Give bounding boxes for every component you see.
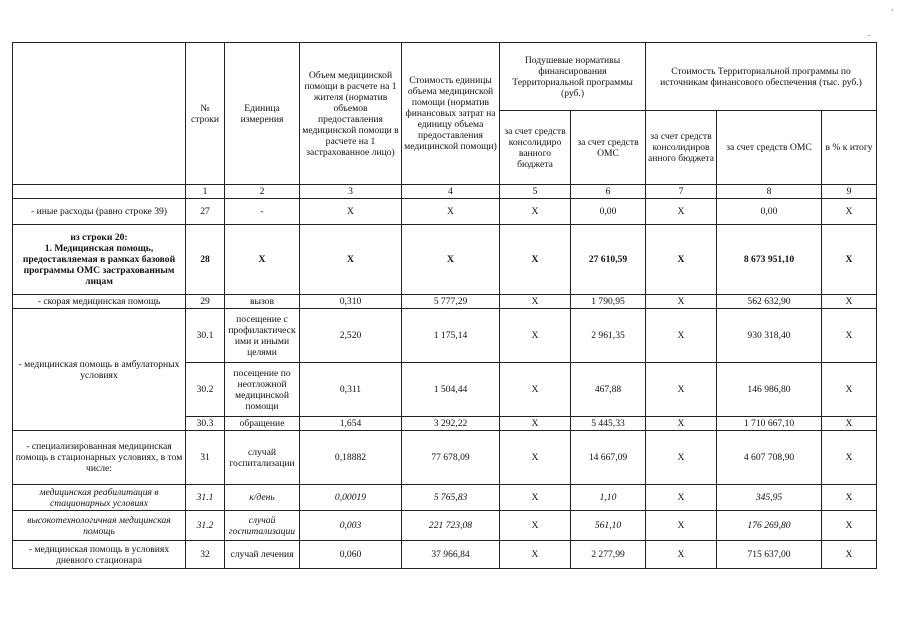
row-cost: Х xyxy=(402,199,500,225)
header-volume: Объем медицинской помощи в расчете на 1 жителя (норматив объемов предоставления медицинской помощи в расчете на 1 застрахованное лицо) xyxy=(300,43,402,185)
row-pct: Х xyxy=(822,199,877,225)
row-unit: к/день xyxy=(225,485,300,511)
col-num: 7 xyxy=(646,185,717,199)
row-unit: посещение с профилактическ ими и иными целями xyxy=(225,309,300,363)
col-num xyxy=(13,185,186,199)
row-volume: 0,310 xyxy=(300,295,402,309)
row-oms-2: 8 673 951,10 xyxy=(717,225,822,295)
row-oms-2: 930 318,40 xyxy=(717,309,822,363)
row-unit: посещение по неотложной медицинской помощи xyxy=(225,363,300,417)
header-sub-budget-2: за счет средств консолидиров анного бюджета xyxy=(646,111,717,185)
row-pct: Х xyxy=(822,309,877,363)
col-num: 6 xyxy=(571,185,646,199)
row-volume: 0,00019 xyxy=(300,485,402,511)
row-budget: Х xyxy=(500,363,571,417)
row-volume: 1,654 xyxy=(300,417,402,431)
row-budget-2: Х xyxy=(646,511,717,541)
row-volume: 0,060 xyxy=(300,541,402,569)
row-oms: 467,88 xyxy=(571,363,646,417)
header-name-cell xyxy=(13,43,186,185)
table-row xyxy=(13,541,877,569)
row-budget: Х xyxy=(500,199,571,225)
col-num: 5 xyxy=(500,185,571,199)
table-row xyxy=(13,295,877,309)
row-volume: 0,003 xyxy=(300,511,402,541)
row-oms-2: 146 986,80 xyxy=(717,363,822,417)
table-row xyxy=(13,225,877,295)
table-row xyxy=(13,199,877,225)
row-no: 28 xyxy=(186,225,225,295)
table-row xyxy=(13,431,877,485)
row-no: 30.1 xyxy=(186,309,225,363)
col-num: 1 xyxy=(186,185,225,199)
row-budget-2: Х xyxy=(646,485,717,511)
row-pct: Х xyxy=(822,541,877,569)
column-number-row xyxy=(13,185,877,199)
row-oms-2: 0,00 xyxy=(717,199,822,225)
row-budget: Х xyxy=(500,511,571,541)
row-volume: 2,520 xyxy=(300,309,402,363)
row-cost: 221 723,08 xyxy=(402,511,500,541)
header-unit: Единица измерения xyxy=(225,43,300,185)
row-no: 32 xyxy=(186,541,225,569)
col-num: 8 xyxy=(717,185,822,199)
row-pct: Х xyxy=(822,431,877,485)
row-budget-2: Х xyxy=(646,295,717,309)
row-oms: 2 277,99 xyxy=(571,541,646,569)
row-budget-2: Х xyxy=(646,417,717,431)
row-budget: Х xyxy=(500,225,571,295)
row-cost: 3 292,22 xyxy=(402,417,500,431)
row-volume: 0,18882 xyxy=(300,431,402,485)
row-budget-2: Х xyxy=(646,225,717,295)
row-oms-2: 4 607 708,90 xyxy=(717,431,822,485)
row-cost: 77 678,09 xyxy=(402,431,500,485)
row-oms-2: 562 632,90 xyxy=(717,295,822,309)
header-per-capita: Подушевые нормативы финансирования Территориальной программы (руб.) xyxy=(500,43,646,111)
row-unit: вызов xyxy=(225,295,300,309)
row-no: 31.1 xyxy=(186,485,225,511)
row-no: 30.2 xyxy=(186,363,225,417)
row-name: - специализированная медицинская помощь в стационарных условиях, в том числе: xyxy=(13,431,186,485)
col-num: 4 xyxy=(402,185,500,199)
row-oms: 1 790,95 xyxy=(571,295,646,309)
table-row xyxy=(13,309,877,363)
row-oms: 5 445,33 xyxy=(571,417,646,431)
row-budget-2: Х xyxy=(646,199,717,225)
row-budget: Х xyxy=(500,541,571,569)
row-name: медицинская реабилитация в стационарных условиях xyxy=(13,485,186,511)
row-budget: Х xyxy=(500,485,571,511)
col-num: 9 xyxy=(822,185,877,199)
row-unit: - xyxy=(225,199,300,225)
row-budget: Х xyxy=(500,295,571,309)
header-sub-oms: за счет средств ОМС xyxy=(571,111,646,185)
row-oms: 0,00 xyxy=(571,199,646,225)
header-sub-oms-2: за счет средств ОМС xyxy=(717,111,822,185)
row-pct: Х xyxy=(822,511,877,541)
row-budget-2: Х xyxy=(646,309,717,363)
row-name: высокотехнологичная медицинская помощь xyxy=(13,511,186,541)
row-cost: 5 765,83 xyxy=(402,485,500,511)
row-oms: 27 610,59 xyxy=(571,225,646,295)
row-name: - скорая медицинская помощь xyxy=(13,295,186,309)
row-unit: случай лечения xyxy=(225,541,300,569)
row-oms: 561,10 xyxy=(571,511,646,541)
header-program-cost: Стоимость Территориальной программы по источникам финансового обеспечения (тыс. руб.) xyxy=(646,43,877,111)
row-name: - медицинская помощь в амбулаторных условиях xyxy=(13,309,186,431)
row-unit: случай госпитализации xyxy=(225,511,300,541)
row-volume: Х xyxy=(300,225,402,295)
row-no: 30.3 xyxy=(186,417,225,431)
row-no: 27 xyxy=(186,199,225,225)
header-cost: Стоимость единицы объема медицинской помощи (норматив финансовых затрат на единицу объема предоставления медицинской помощи) xyxy=(402,43,500,185)
row-no: 31.2 xyxy=(186,511,225,541)
row-pct: Х xyxy=(822,417,877,431)
row-unit: случай госпитализации xyxy=(225,431,300,485)
row-budget: Х xyxy=(500,417,571,431)
row-pct: Х xyxy=(822,363,877,417)
row-budget: Х xyxy=(500,431,571,485)
row-name: из строки 20: 1. Медицинская помощь, предоставляемая в рамках базовой программы ОМС застрахованным лицам xyxy=(13,225,186,295)
row-name: - иные расходы (равно строке 39) xyxy=(13,199,186,225)
scan-dash: - xyxy=(867,30,871,41)
row-no: 29 xyxy=(186,295,225,309)
col-num: 3 xyxy=(300,185,402,199)
scan-mark: ' xyxy=(891,8,893,19)
row-unit: обращение xyxy=(225,417,300,431)
header-sub-budget: за счет средств консолидиро ванного бюджета xyxy=(500,111,571,185)
row-budget-2: Х xyxy=(646,431,717,485)
row-cost: 1 504,44 xyxy=(402,363,500,417)
row-cost: 1 175,14 xyxy=(402,309,500,363)
row-oms-2: 1 710 667,10 xyxy=(717,417,822,431)
row-budget: Х xyxy=(500,309,571,363)
col-num: 2 xyxy=(225,185,300,199)
header-sub-pct: в % к итогу xyxy=(822,111,877,185)
row-oms-2: 176 269,80 xyxy=(717,511,822,541)
row-cost: Х xyxy=(402,225,500,295)
table-row xyxy=(13,511,877,541)
row-pct: Х xyxy=(822,485,877,511)
header-row-no: № строки xyxy=(186,43,225,185)
row-oms-2: 345,95 xyxy=(717,485,822,511)
row-oms-2: 715 637,00 xyxy=(717,541,822,569)
table-row xyxy=(13,485,877,511)
row-unit: Х xyxy=(225,225,300,295)
header-row-1 xyxy=(13,43,877,111)
row-name: - медицинская помощь в условиях дневного стационара xyxy=(13,541,186,569)
row-budget-2: Х xyxy=(646,363,717,417)
program-cost-table xyxy=(12,42,877,569)
row-pct: Х xyxy=(822,225,877,295)
row-cost: 37 966,84 xyxy=(402,541,500,569)
row-no: 31 xyxy=(186,431,225,485)
row-budget-2: Х xyxy=(646,541,717,569)
row-oms: 2 961,35 xyxy=(571,309,646,363)
row-volume: Х xyxy=(300,199,402,225)
row-oms: 1,10 xyxy=(571,485,646,511)
row-cost: 5 777,29 xyxy=(402,295,500,309)
row-pct: Х xyxy=(822,295,877,309)
row-oms: 14 667,09 xyxy=(571,431,646,485)
row-volume: 0,311 xyxy=(300,363,402,417)
